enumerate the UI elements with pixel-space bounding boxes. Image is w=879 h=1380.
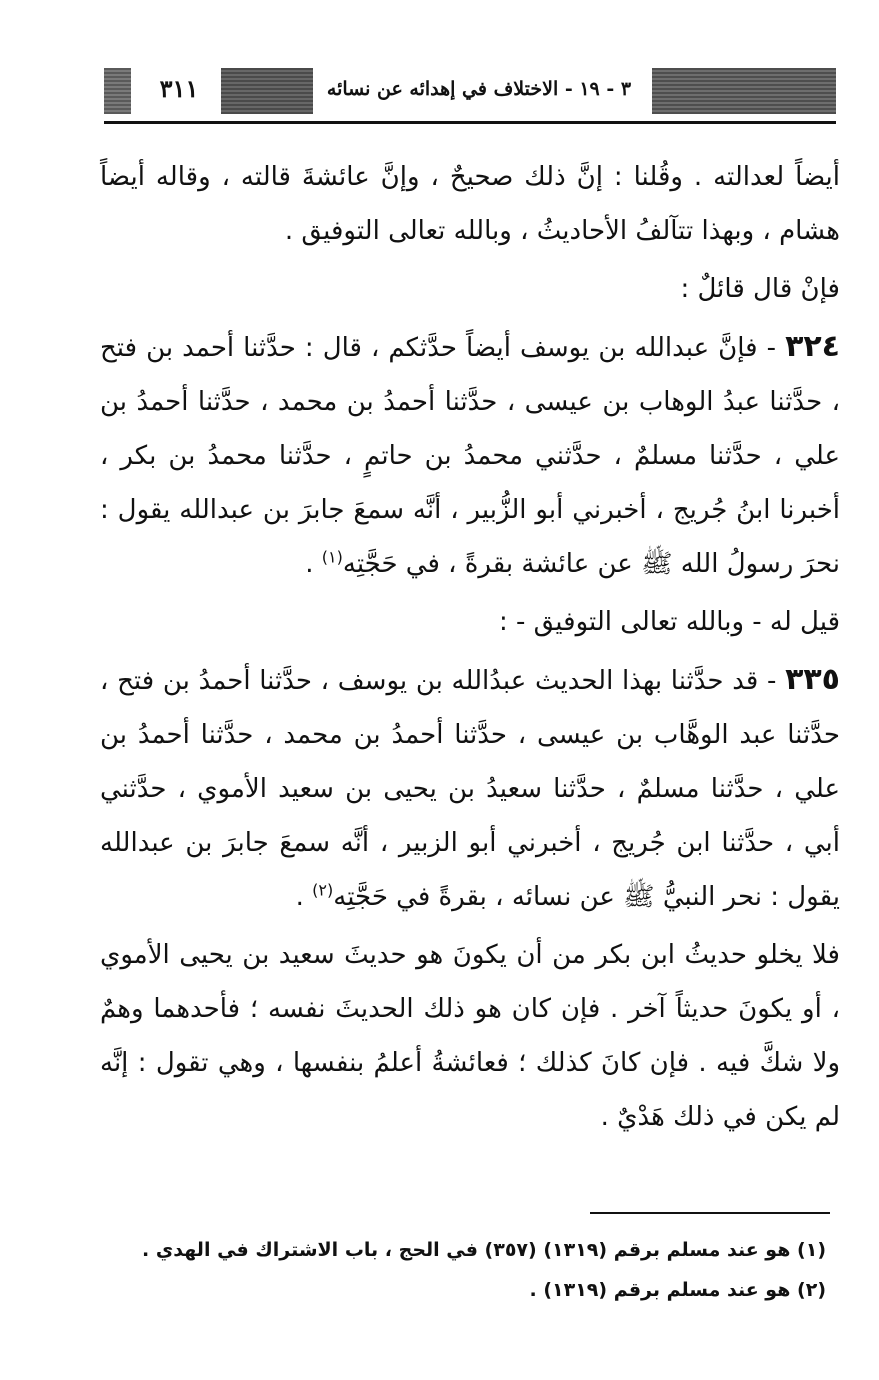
page-number: ٣١١ [159,74,199,103]
footnote-marker: (٢) [312,880,334,900]
header-rule [104,121,836,124]
footnote-2: (٢) هو عند مسلم برقم (١٣١٩) . [529,1279,826,1301]
main-text [100,150,840,1144]
hadith-text: - قد حدَّثنا بهذا الحديث عبدُالله بن يوسف ، حدَّثنا أحمدُ بن فتح ، حدَّثنا عبد الوهَّاب بن عيسى ، حدَّثنا أحمدُ بن محمد ، حدَّثنا أحمدُ بن علي ، حدَّثنا مسلمٌ ، حدَّثنا سعيدُ بن يحيى بن سعيد الأموي ، حدَّثني أبي ، حدَّثنا ابن جُريج ، أخبرني أبو الزبير ، أنَّه سمعَ جابرَ بن عبدالله يقول : نحر النبيُّ ﷺ عن نسائه ، بقرةً في حَجَّتِه [100,666,840,912]
header-decoration-middle [221,68,313,114]
paragraph-4: قيل له - وبالله تعالى التوفيق - : [498,607,840,637]
paragraph-2: فإنْ قال قائلٌ : [680,274,840,304]
footnote-rule [590,1212,830,1214]
running-header [104,66,836,120]
paragraph-6: فلا يخلو حديثُ ابن بكر من أن يكونَ هو حديثَ سعيد بن يحيى الأموي ، أو يكونَ حديثاً آخر . فإن كان هو ذلك الحديثَ نفسه ؛ فأحدهما وهمٌ ولا شكَّ فيه . فإن كانَ كذلك ؛ فعائشةُ أعلمُ بنفسها ، وهي تقول : إنَّه لم يكن في ذلك هَدْيٌ . [100,940,840,1132]
header-decoration-left [104,68,131,114]
footnotes [100,1230,830,1310]
paragraph-hadith-324 [100,320,840,591]
paragraph-hadith-335 [100,653,840,924]
footnote-marker: (١) [321,547,343,567]
hadith-end: . [305,549,322,579]
hadith-text: - فإنَّ عبدالله بن يوسف أيضاً حدَّثكم ، قال : حدَّثنا أحمد بن فتح ، حدَّثنا عبدُ الوهاب بن عيسى ، حدَّثنا أحمدُ بن محمد ، حدَّثنا أحمدُ بن علي ، حدَّثنا مسلمٌ ، حدَّثني محمدُ بن حاتمٍ ، حدَّثنا محمدُ بن بكر ، أخبرنا ابنُ جُريج ، أخبرني أبو الزُّبير ، أنَّه سمعَ جابرَ بن عبدالله يقول : نحرَ رسولُ الله ﷺ عن عائشة بقرةً ، في حَجَّتِه [100,333,840,579]
paragraph-1: أيضاً لعدالته . وقُلنا : إنَّ ذلك صحيحٌ ، وإنَّ عائشةَ قالته ، وقاله أيضاً هشام ، وبهذا تتآلفُ الأحاديثُ ، وبالله تعالى التوفيق . [100,162,840,246]
header-decoration-right [652,68,836,114]
hadith-number: ٣٣٥ [785,662,840,697]
footnote-1: (١) هو عند مسلم برقم (١٣١٩) (٣٥٧) في الحج ، باب الاشتراك في الهدي . [142,1239,826,1261]
chapter-title: ٣ - ١٩ - الاختلاف في إهدائه عن نسائه [326,78,632,100]
hadith-end: . [295,882,313,912]
hadith-number: ٣٢٤ [785,329,840,364]
